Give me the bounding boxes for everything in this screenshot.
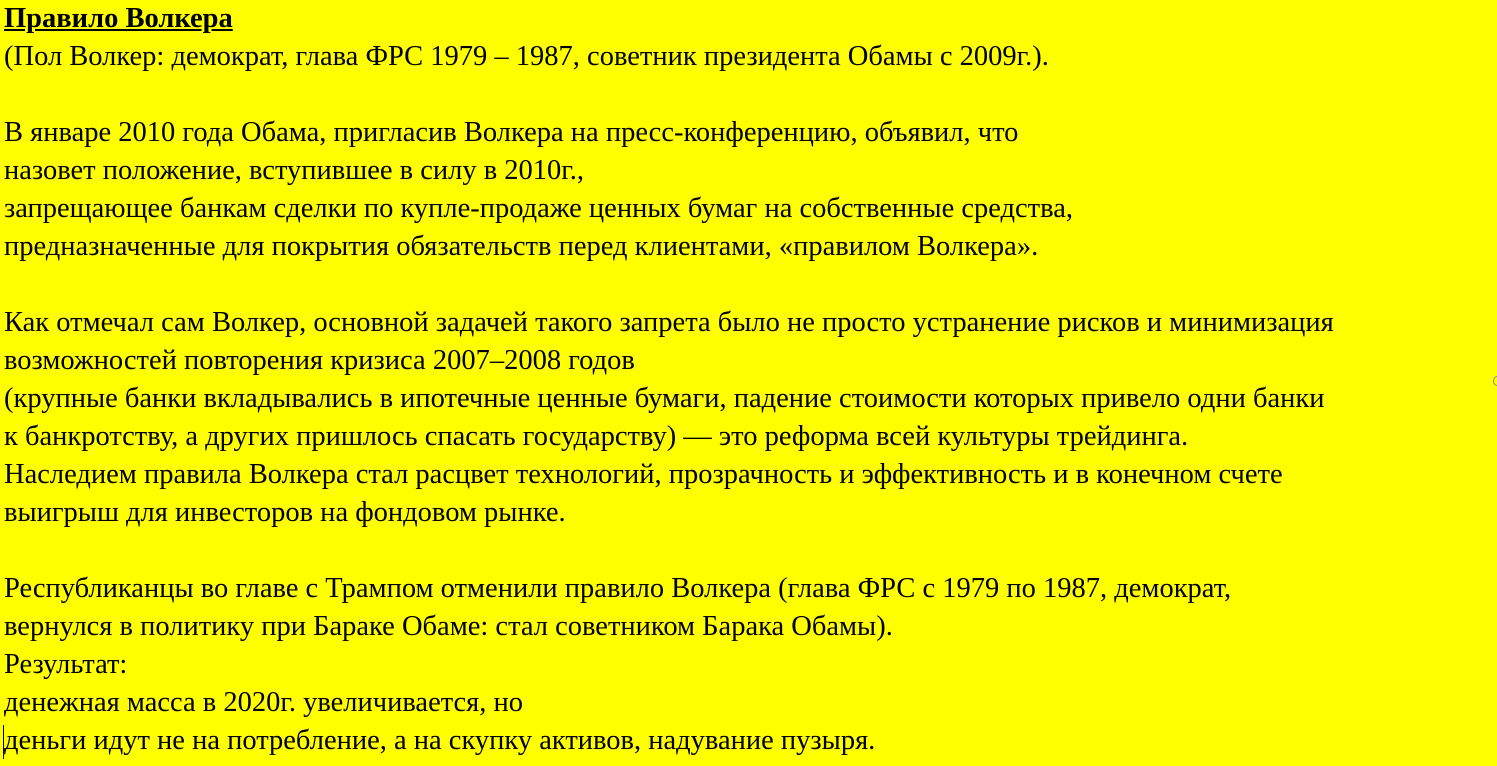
text-line: Наследием правила Волкера стал расцвет технологий, прозрачность и эффективность и в конечном счете (4, 459, 1283, 490)
text-line: запрещающее банкам сделки по купле-продаже ценных бумаг на собственные средства, (4, 193, 1073, 224)
text-line: (Пол Волкер: демократ, глава ФРС 1979 – 1987, советник президента Обамы с 2009г.). (4, 41, 1049, 72)
blank-line (4, 532, 1497, 570)
text-cursor (3, 725, 4, 759)
text-line: Результат: (4, 649, 128, 680)
text-line: возможностей повторения кризиса 2007–2008 годов (4, 345, 635, 376)
text-line: к банкротству, а других пришлось спасать государству) — это реформа всей культуры трейдинга. (4, 421, 1189, 452)
text-line: предназначенные для покрытия обязательств перед клиентами, «правилом Волкера». (4, 231, 1039, 262)
text-line: назовет положение, вступившее в силу в 2010г., (4, 155, 585, 186)
text-line: Республиканцы во главе с Трампом отменили правило Волкера (глава ФРС с 1979 по 1987, демократ, (4, 573, 1232, 604)
blank-line (4, 266, 1497, 304)
document-title: Правило Волкера (4, 3, 233, 34)
text-line: деньги идут не на потребление, а на скупку активов, надувание пузыря. (4, 725, 876, 756)
text-line: выигрыш для инвесторов на фондовом рынке. (4, 497, 566, 528)
text-line: В январе 2010 года Обама, пригласив Волкера на пресс-конференцию, объявил, что (4, 117, 1019, 148)
text-line: вернулся в политику при Бараке Обаме: стал советником Барака Обамы). (4, 611, 893, 642)
text-line: денежная масса в 2020г. увеличивается, но (4, 687, 524, 718)
blank-line (4, 76, 1497, 114)
text-line: (крупные банки вкладывались в ипотечные ценные бумаги, падение стоимости которых привело одни банки (4, 383, 1325, 414)
scroll-handle[interactable] (1493, 376, 1497, 386)
text-line: Как отмечал сам Волкер, основной задачей такого запрета было не просто устранение рисков и минимизация (4, 307, 1334, 338)
